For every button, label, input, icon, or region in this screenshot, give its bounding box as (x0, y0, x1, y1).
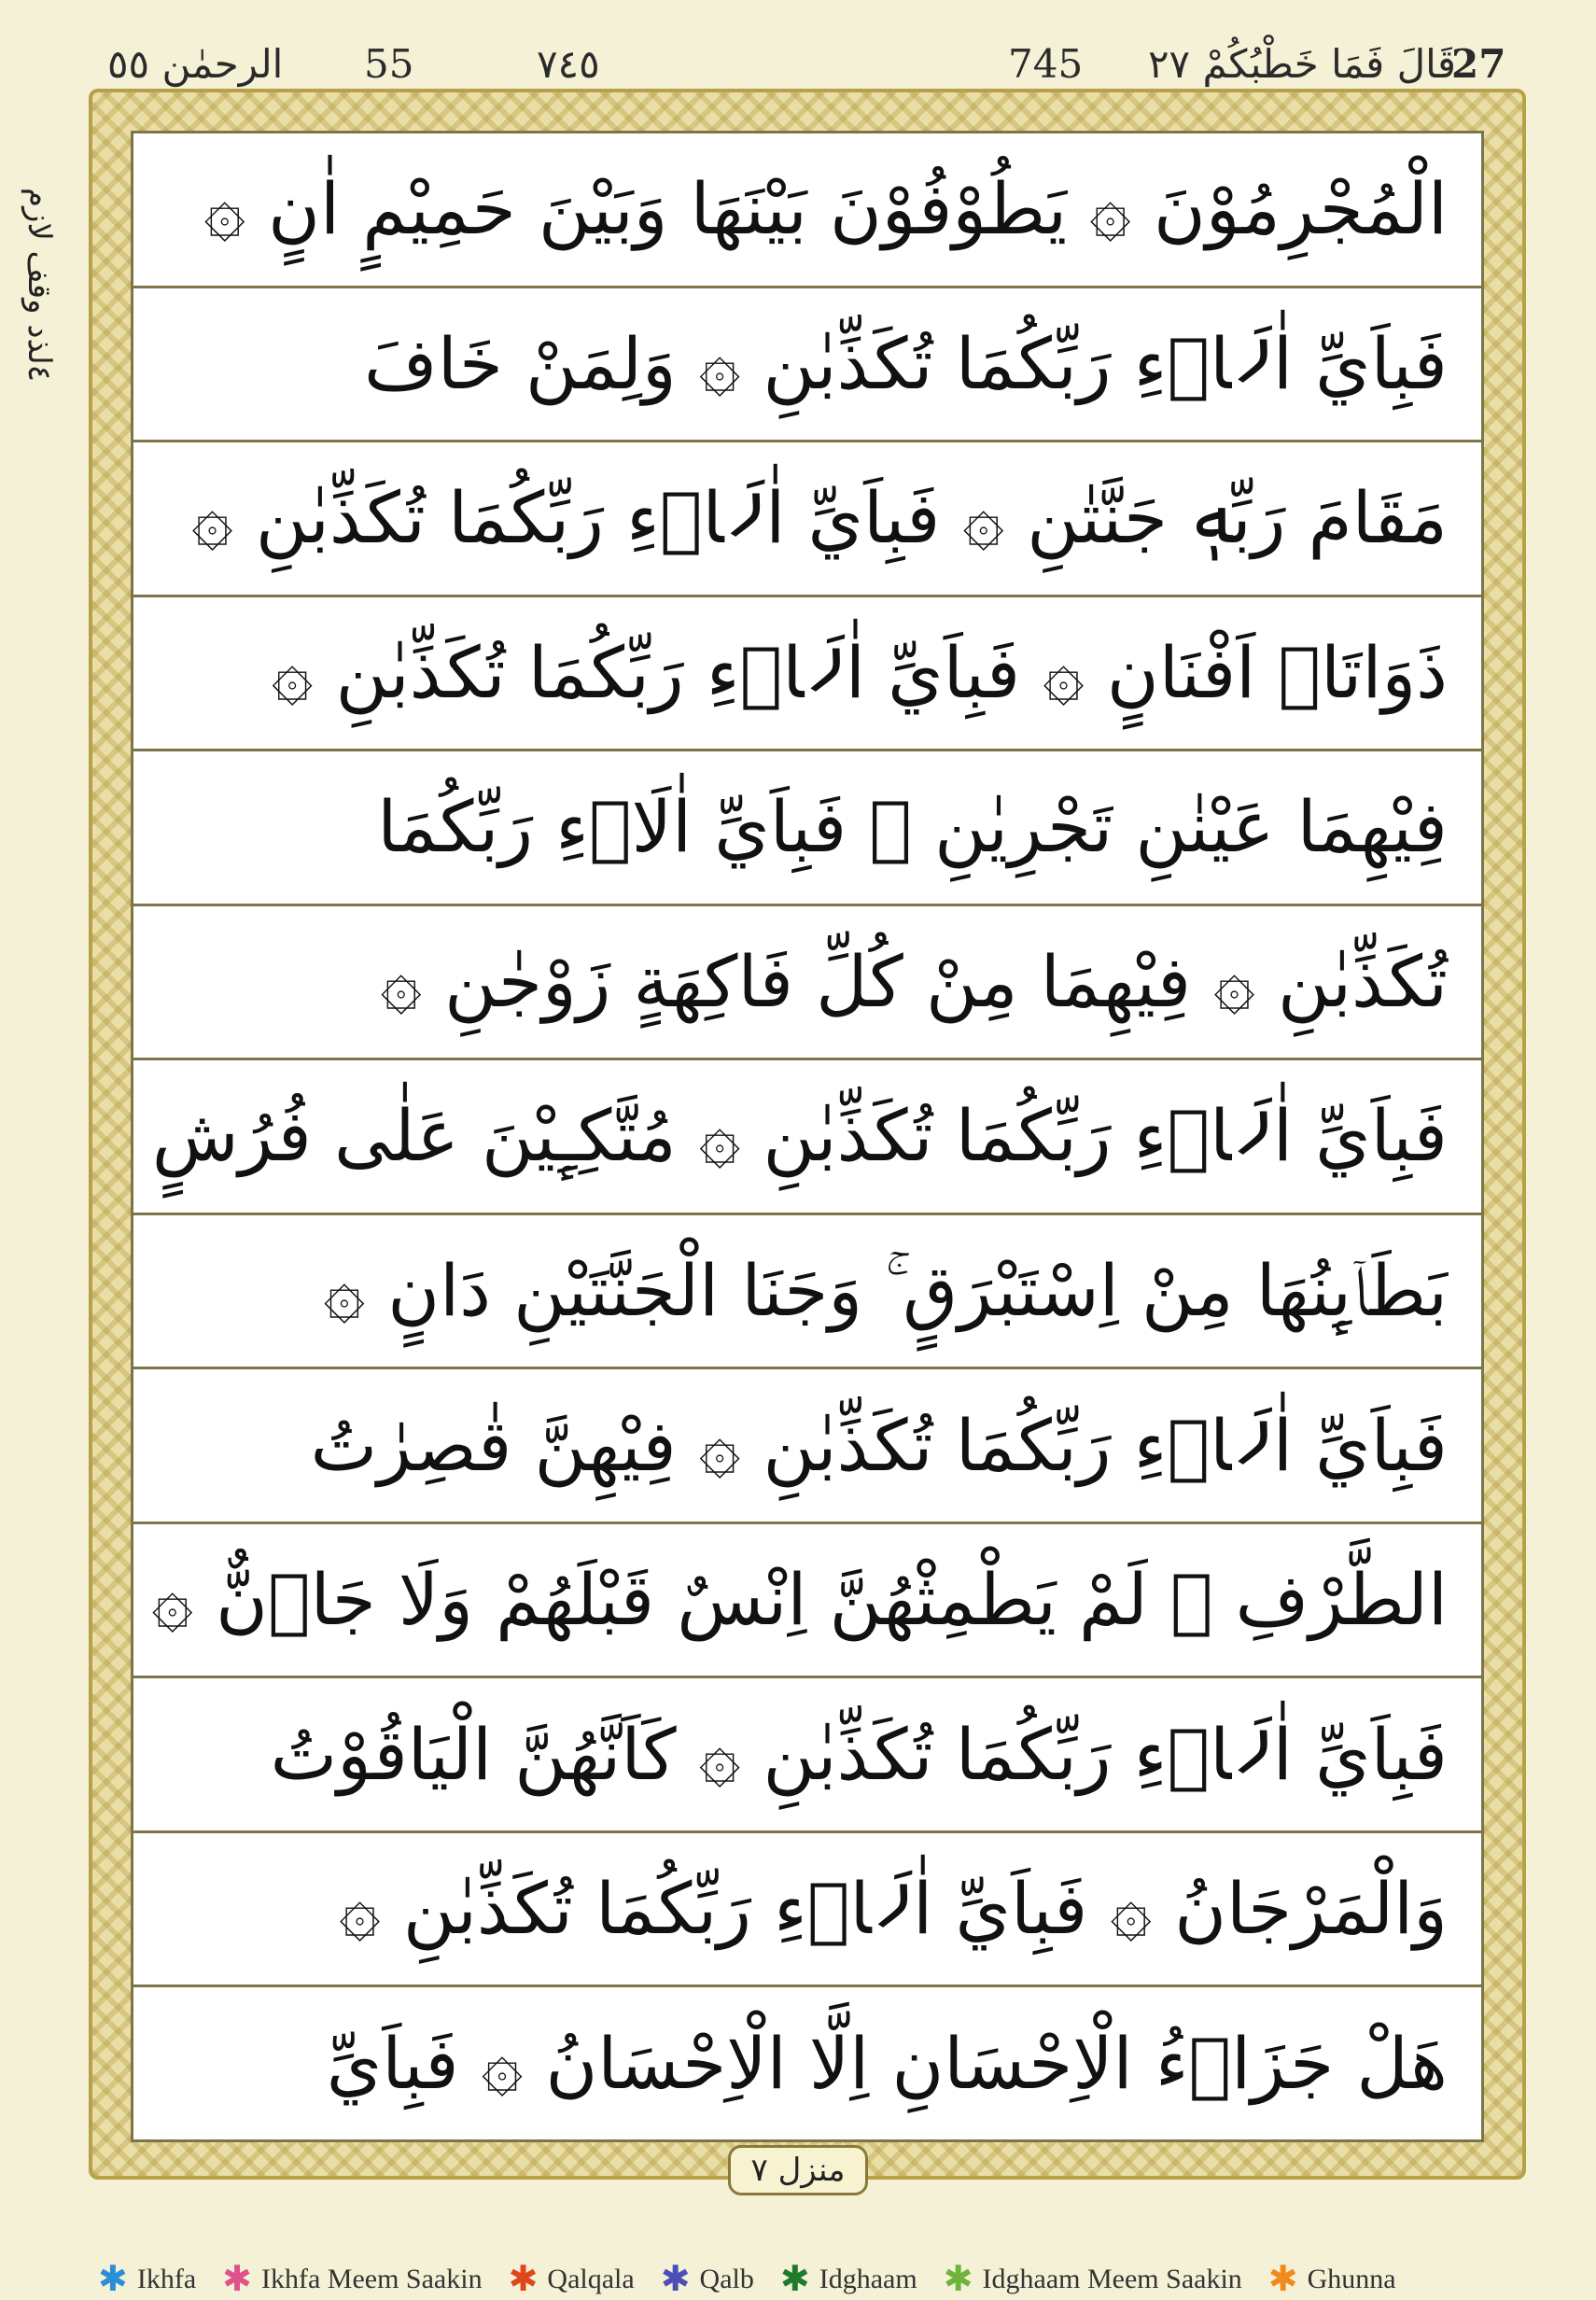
verse-line-10: الطَّرْفِ ۙ لَمْ يَطْمِثْهُنَّ اِنْسٌ قَبْلَهُمْ وَلَا جَاۤنٌّ ۞ (133, 1524, 1481, 1679)
verse-line-13: هَلْ جَزَاۤءُ الْاِحْسَانِ اِلَّا الْاِحْسَانُ ۞ فَبِاَيِّ (326, 2021, 1448, 2105)
legend-label: Qalb (699, 2264, 754, 2294)
legend-label: Ikhfa Meem Saakin (260, 2264, 483, 2294)
verse-line-4: ذَوَاتَاۤ اَفْنَانٍ ۞ فَبِاَيِّ اٰلَاۤءِ رَبِّكُمَا تُكَذِّبٰنِ ۞ (133, 597, 1481, 752)
para-number: 27 (1451, 41, 1506, 87)
legend-item-ikhfa-meem-saakin (222, 2262, 482, 2297)
star-icon: ✱ (660, 2260, 691, 2299)
verse-line-2: فَبِاَيِّ اٰلَاۤءِ رَبِّكُمَا تُكَذِّبٰنِ ۞ وَلِمَنْ خَافَ (133, 288, 1481, 443)
margin-note: ٤لذد وقف لازم (21, 188, 58, 382)
verse-line-9: فَبِاَيِّ اٰلَاۤءِ رَبِّكُمَا تُكَذِّبٰنِ ۞ فِيْهِنَّ قٰصِرٰتُ (133, 1369, 1481, 1524)
legend-item-ghunna (1268, 2262, 1396, 2297)
page-number-arabic: ٧٤٥ (537, 41, 600, 87)
legend-item-idghaam-meem-saakin (944, 2262, 1242, 2297)
surah-number: 55 (364, 41, 414, 87)
verse-line-7: فَبِاَيِّ اٰلَاۤءِ رَبِّكُمَا تُكَذِّبٰنِ ۞ مُتَّكِـِٕيْنَ عَلٰى فُرُشٍ (133, 1060, 1481, 1215)
verse-line-3: مَقَامَ رَبِّهٖ جَنَّتٰنِ ۞ فَبِاَيِّ اٰلَاۤءِ رَبِّكُمَا تُكَذِّبٰنِ ۞ (133, 442, 1481, 597)
verse-line-11: فَبِاَيِّ اٰلَاۤءِ رَبِّكُمَا تُكَذِّبٰنِ ۞ كَاَنَّهُنَّ الْيَاقُوْتُ (133, 1678, 1481, 1833)
manzil-label: منزل ٧ (728, 2145, 868, 2195)
legend-label: Qalqala (547, 2264, 635, 2294)
verse-line-1: الْمُجْرِمُوْنَ ۞ يَطُوْفُوْنَ بَيْنَهَا وَبَيْنَ حَمِيْمٍ اٰنٍ ۞ (133, 133, 1481, 288)
verse-line-6: تُكَذِّبٰنِ ۞ فِيْهِمَا مِنْ كُلِّ فَاكِهَةٍ زَوْجٰنِ ۞ (133, 906, 1481, 1061)
star-icon: ✱ (1267, 2260, 1298, 2299)
star-icon: ✱ (779, 2260, 810, 2299)
verse-line-12: وَالْمَرْجَانُ ۞ فَبِاَيِّ اٰلَاۤءِ رَبِّكُمَا تُكَذِّبٰنِ ۞ (133, 1833, 1481, 1988)
legend-label: Idghaam Meem Saakin (982, 2264, 1242, 2294)
star-icon: ✱ (222, 2260, 252, 2299)
star-icon: ✱ (508, 2260, 539, 2299)
quran-text-area (131, 131, 1484, 2142)
para-name: قَالَ فَمَا خَطْبُكُمْ ٢٧ (1148, 41, 1456, 87)
legend-label: Ghunna (1307, 2264, 1396, 2294)
verse-line-8: بَطَاۤىِٕنُهَا مِنْ اِسْتَبْرَقٍ ۚ وَجَنَا الْجَنَّتَيْنِ دَانٍ ۞ (133, 1215, 1481, 1370)
page-number: 745 (1008, 41, 1084, 87)
legend-item-qalqala (509, 2262, 635, 2297)
legend-item-qalb (661, 2262, 754, 2297)
star-icon: ✱ (943, 2260, 973, 2299)
legend-label: Ikhfa (136, 2264, 197, 2294)
surah-name: الرحمٰن ٥٥ (107, 41, 284, 87)
legend-label: Idghaam (819, 2264, 917, 2294)
tajweed-legend (98, 2259, 1498, 2300)
legend-item-ikhfa (98, 2262, 196, 2297)
star-icon: ✱ (98, 2260, 128, 2299)
legend-item-idghaam (780, 2262, 917, 2297)
verse-line-5: فِيْهِمَا عَيْنٰنِ تَجْرِيٰنِ ۞ فَبِاَيِّ اٰلَاۤءِ رَبِّكُمَا (133, 751, 1481, 906)
